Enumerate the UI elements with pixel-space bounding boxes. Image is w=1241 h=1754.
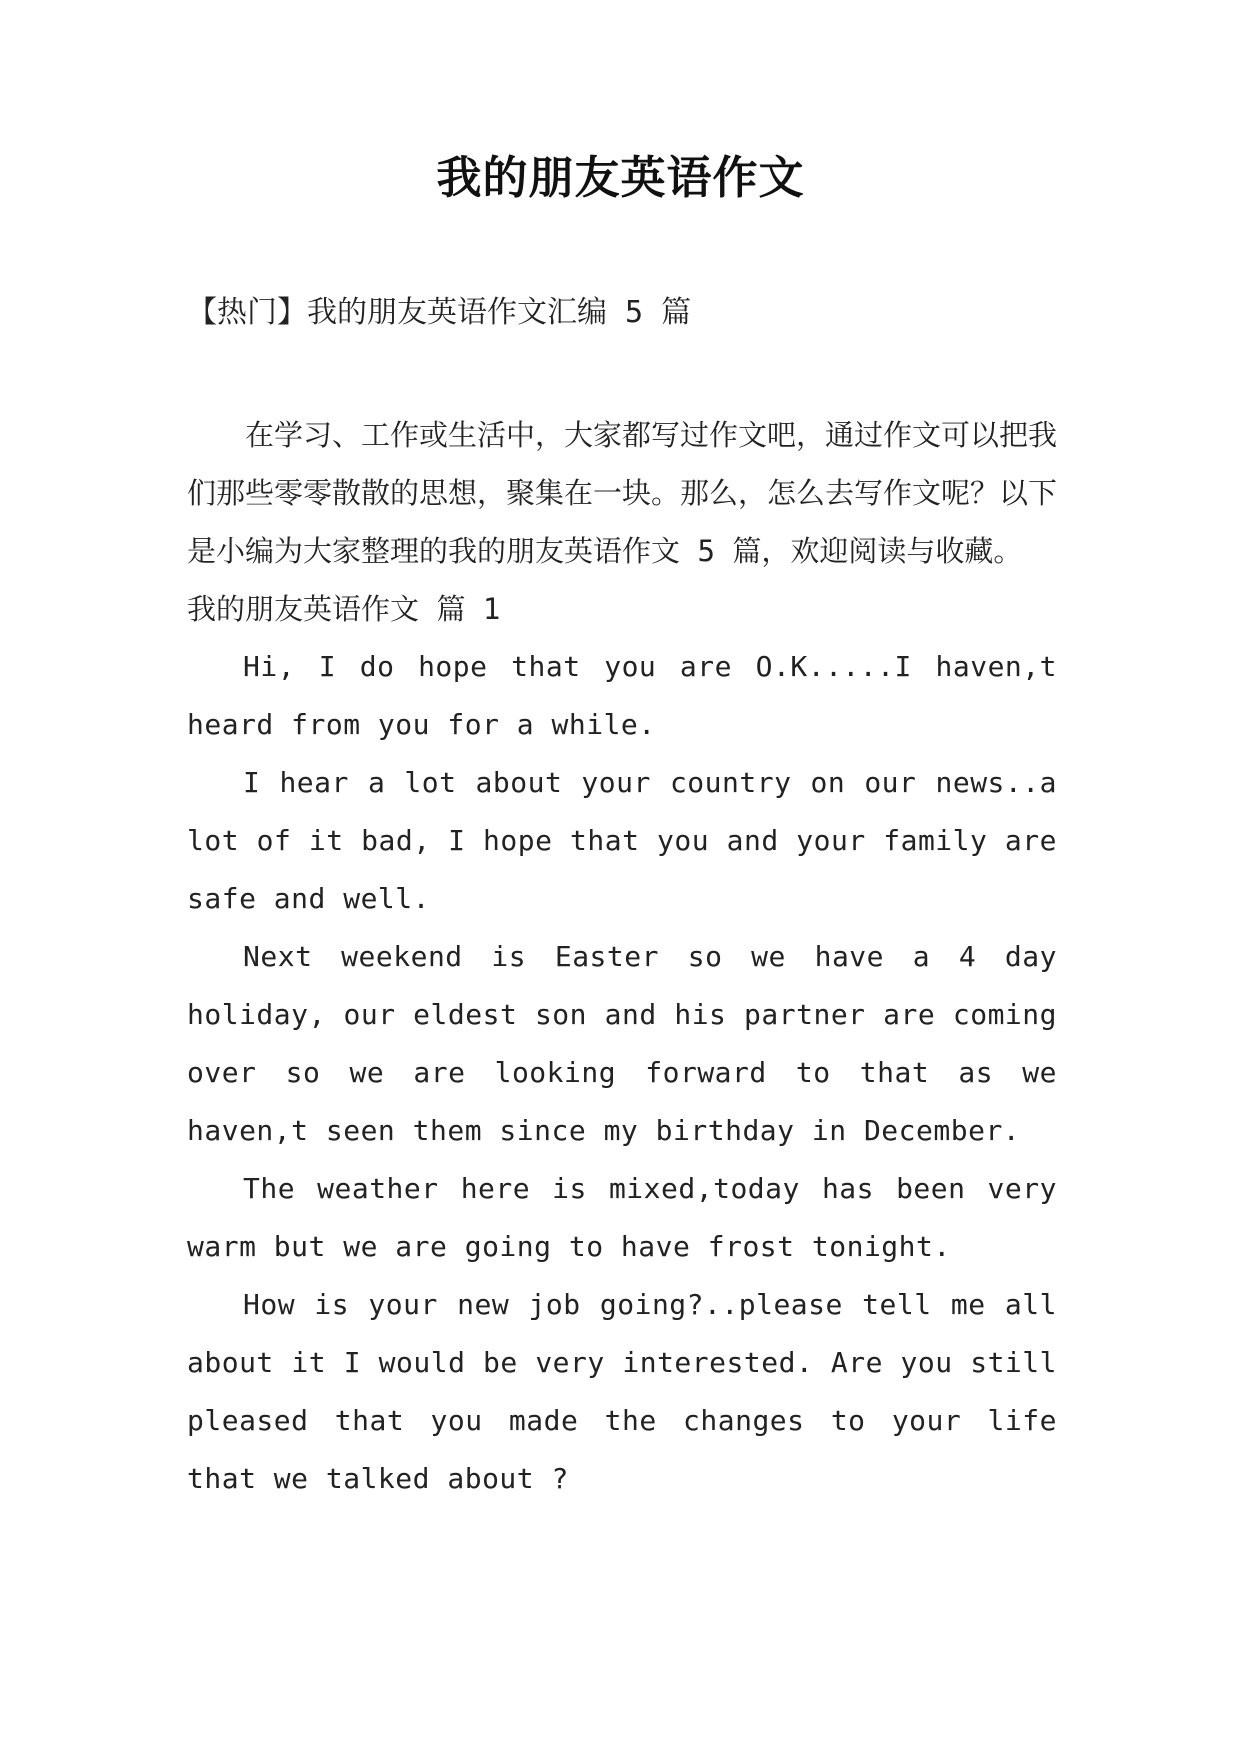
document-title: 我的朋友英语作文: [436, 151, 805, 204]
intro-paragraph: 在学习、工作或生活中，大家都写过作文吧，通过作文可以把我们那些零零散散的思想，聚集在一块。那么，怎么去写作文呢？以下是小编为大家整理的我的朋友英语作文 5 篇，欢迎阅读与收藏。: [187, 418, 1058, 568]
document-body: [187, 406, 1057, 1508]
body-paragraph: Hi, I do hope that you are O.K.....I haven,t heard from you for a while.: [187, 650, 1057, 741]
body-paragraph: Next weekend is Easter so we have a 4 day holiday, our eldest son and his partner are coming over so we are looking forward to that as we haven,t seen them since my birthday in December.: [187, 940, 1057, 1147]
body-paragraph: How is your new job going?..please tell me all about it I would be very interested. Are you still pleased that you made the changes to your life that we talked about ?: [187, 1288, 1057, 1495]
document-subtitle: 【热门】我的朋友英语作文汇编 5 篇: [187, 295, 692, 330]
body-paragraph: I hear a lot about your country on our news..a lot of it bad, I hope that you and your family are safe and well.: [187, 766, 1057, 915]
section-heading: 我的朋友英语作文 篇 1: [187, 592, 501, 626]
body-paragraph: The weather here is mixed,today has been very warm but we are going to have frost tonight.: [187, 1172, 1057, 1263]
